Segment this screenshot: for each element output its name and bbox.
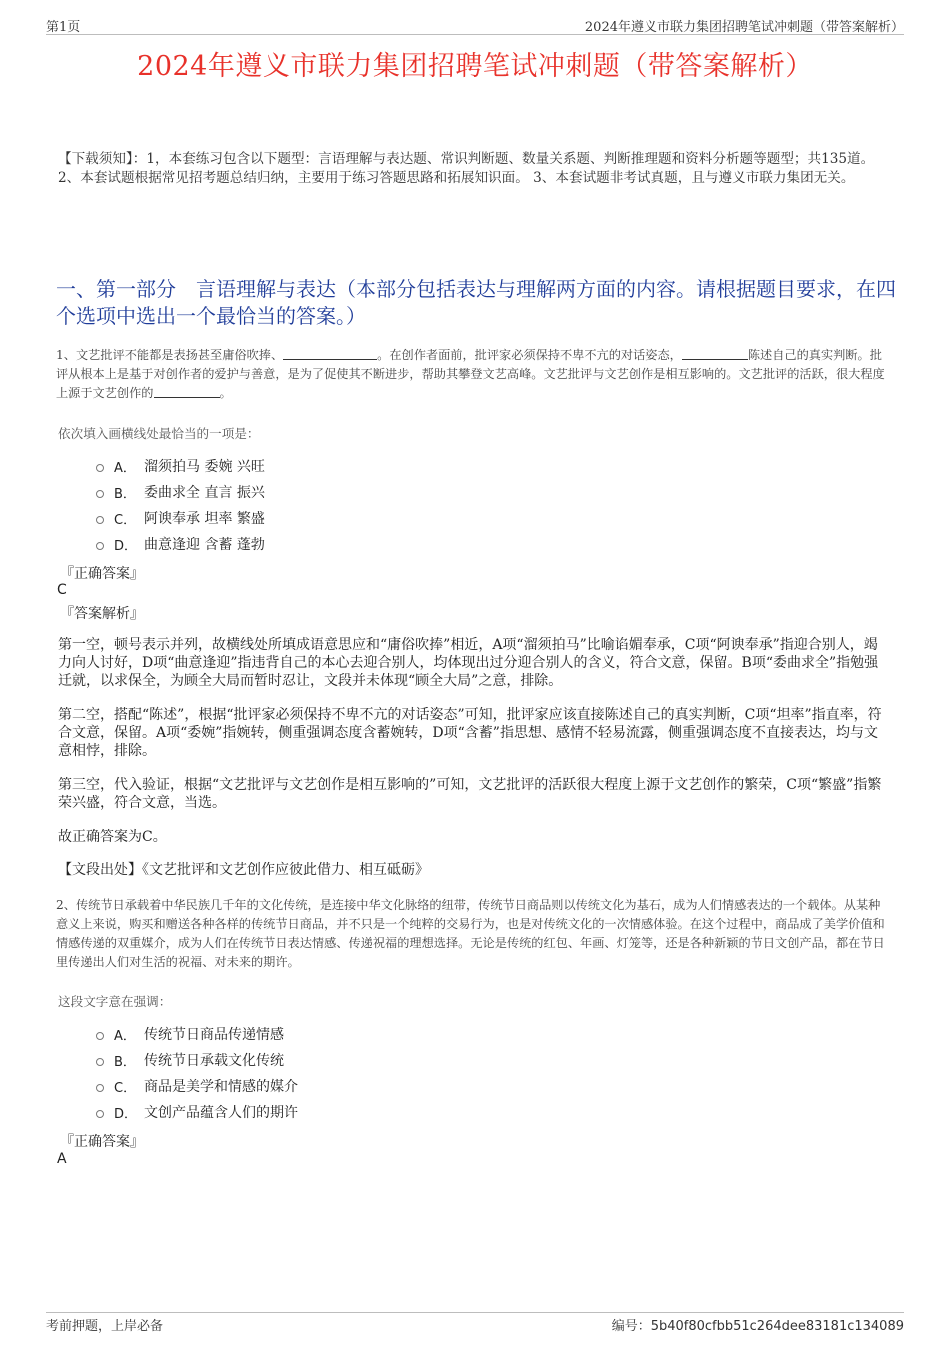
radio-icon[interactable] — [96, 542, 104, 550]
footer-code: 编号：5b40f80cfbb51c264dee83181c134089 — [611, 1319, 904, 1334]
option-b[interactable]: B． 委曲求全 直言 振兴 — [96, 479, 265, 505]
question-1-options — [96, 453, 265, 557]
option-a[interactable]: A． 溜须拍马 委婉 兴旺 — [96, 453, 265, 479]
option-b[interactable]: B． 传统节日承载文化传统 — [96, 1047, 298, 1073]
question-1-lead: 依次填入画横线处最恰当的一项是： — [58, 426, 260, 441]
analysis-paragraph-1: 第一空，顿号表示并列，故横线处所填成语意思应和“庸俗吹捧”相近，A项“溜须拍马”比喻谄媚奉承，C项“阿谀奉承”指迎合别人，竭力向人讨好，D项“曲意逢迎”指违背自己的本心去迎合别人，均体现出过分迎合别人的含义，符合文意，保留。B项“委曲求全”指勉强迁就，以求保全，为顾全大局而暂时忍让，文段并未体现“顾全大局”之意，排除。 — [58, 637, 879, 689]
option-c[interactable]: C． 阿谀奉承 坦率 繁盛 — [96, 505, 265, 531]
header-doc-title: 2024年遵义市联力集团招聘笔试冲刺题（带答案解析） — [584, 20, 904, 35]
answer-label: 『正确答案』 — [60, 566, 144, 582]
section-title: 一、第一部分 言语理解与表达（本部分包括表达与理解两方面的内容。请根据题目要求，在四个选项中选出一个最恰当的答案。） — [56, 277, 896, 328]
blank-2 — [682, 347, 748, 360]
option-d[interactable]: D． 文创产品蕴含人们的期许 — [96, 1099, 298, 1125]
radio-icon[interactable] — [96, 1110, 104, 1118]
page-number: 第1页 — [46, 20, 81, 35]
footer-slogan: 考前押题，上岸必备 — [46, 1319, 164, 1334]
radio-icon[interactable] — [96, 464, 104, 472]
question-2-text: 2、传统节日承载着中华民族几千年的文化传统，是连接中华文化脉络的纽带，传统节日商品则以传统文化为基石，成为人们情感表达的一个载体。从某种意义上来说，购买和赠送各种各样的传统节日商品，并不只是一个纯粹的交易行为，也是对传统文化的一次情感体验。在这个过程中，商品成了美学价值和情感传递的双重媒介，成为人们在传统节日表达情感、传递祝福的理想选择。无论是传统的红包、年画、灯笼等，还是各种新颖的节日文创产品，都在节日里传递出人们对生活的祝福、对未来的期许。 — [56, 898, 885, 969]
radio-icon[interactable] — [96, 1032, 104, 1040]
option-a[interactable]: A． 传统节日商品传递情感 — [96, 1021, 298, 1047]
question-1-text: 1、文艺批评不能都是表扬甚至庸俗吹捧、 。在创作者面前，批评家必须保持不卑不亢的对话姿态， 陈述自己的真实判断。批评从根本上是基于对创作者的爱护与善意，是为了促使其不断进步，帮助其攀登文艺高峰。文艺批评与文艺创作是相互影响的。文艺批评的活跃，很大程度上源于文艺创作的 。 — [56, 348, 885, 400]
download-notice: 【下载须知】：1，本套练习包含以下题型：言语理解与表达题、常识判断题、数量关系题、判断推理题和资料分析题等题型；共135道。 2、本套试题根据常见招考题总结归纳，主要用于练习答题思路和拓展知识面。 3、本套试题非考试真题，且与遵义市联力集团无关。 — [58, 151, 875, 186]
blank-3 — [154, 385, 220, 398]
question-2-options — [96, 1021, 298, 1125]
radio-icon[interactable] — [96, 490, 104, 498]
source-citation: 【文段出处】《文艺批评和文艺创作应彼此借力、相互砥砺》 — [58, 862, 429, 878]
analysis-conclusion: 故正确答案为C。 — [58, 829, 167, 845]
radio-icon[interactable] — [96, 1084, 104, 1092]
radio-icon[interactable] — [96, 1058, 104, 1066]
page-header — [46, 14, 904, 35]
option-d[interactable]: D． 曲意逢迎 含蓄 蓬勃 — [96, 531, 265, 557]
question-2-lead: 这段文字意在强调： — [58, 994, 172, 1009]
answer-value: A — [57, 1151, 67, 1167]
blank-1 — [283, 347, 377, 360]
answer-value: C — [57, 582, 67, 598]
page-footer — [46, 1312, 904, 1333]
answer-label: 『正确答案』 — [60, 1134, 144, 1150]
radio-icon[interactable] — [96, 516, 104, 524]
analysis-paragraph-3: 第三空，代入验证，根据“文艺批评与文艺创作是相互影响的”可知，文艺批评的活跃很大程度上源于文艺创作的繁荣，C项“繁盛”指繁荣兴盛，符合文意，当选。 — [58, 777, 882, 811]
option-c[interactable]: C． 商品是美学和情感的媒介 — [96, 1073, 298, 1099]
doc-title: 2024年遵义市联力集团招聘笔试冲刺题（带答案解析） — [137, 51, 813, 82]
analysis-paragraph-2: 第二空，搭配“陈述”，根据“批评家必须保持不卑不亢的对话姿态”可知，批评家应该直接陈述自己的真实判断，C项“坦率”指直率，符合文意，保留。A项“委婉”指婉转，侧重强调态度含蓄婉转，D项“含蓄”指思想、感情不轻易流露，侧重强调态度不直接表达，均与文意相悖，排除。 — [58, 707, 882, 759]
analysis-label: 『答案解析』 — [60, 606, 144, 622]
